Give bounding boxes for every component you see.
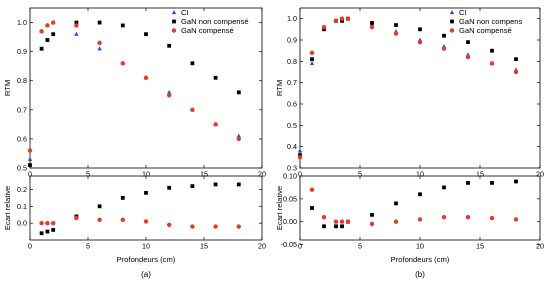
- data-point: [74, 216, 78, 220]
- x-tick-label: 15: [476, 241, 484, 251]
- y-tick-label: 0.8: [17, 76, 27, 86]
- y-tick-label: 0.8: [287, 56, 297, 66]
- data-point: [167, 93, 171, 97]
- y-tick-label: 0.6: [17, 134, 27, 144]
- data-point: [340, 16, 344, 20]
- data-point: [191, 61, 195, 65]
- legend-marker: [172, 28, 176, 32]
- y-tick-label: 0.0: [17, 218, 27, 228]
- y-tick-label: 0.5: [287, 120, 297, 130]
- data-point: [98, 204, 102, 208]
- data-point: [340, 224, 344, 228]
- x-tick-label: 20: [258, 169, 266, 179]
- y-tick-label: 0.3: [287, 163, 297, 173]
- panel-a-x-axis-label: Profondeurs (cm): [116, 255, 176, 264]
- data-point: [40, 231, 44, 235]
- series-gan-non-compens: [298, 17, 518, 157]
- x-tick-label: 5: [358, 241, 362, 251]
- data-point: [237, 224, 241, 228]
- legend-label: GaN compensé: [181, 26, 234, 35]
- series-gan-non-compens-: [40, 183, 241, 236]
- data-point: [167, 44, 171, 48]
- y-axis-label-ecart: Ecart relative: [275, 185, 284, 231]
- x-tick-label: 20: [536, 241, 544, 251]
- data-point: [144, 219, 148, 223]
- series-gan-non-compens-: [28, 21, 241, 167]
- data-point: [74, 23, 78, 27]
- data-point: [310, 206, 314, 210]
- data-point: [394, 31, 398, 35]
- panel-a-label: (a): [141, 270, 151, 279]
- y-tick-label: -0.05: [280, 240, 297, 250]
- data-point: [51, 221, 55, 225]
- data-point: [28, 157, 32, 161]
- data-point: [370, 213, 374, 217]
- x-tick-label: 0: [28, 169, 32, 179]
- data-point: [418, 40, 422, 44]
- data-point: [418, 27, 422, 31]
- data-point: [346, 220, 350, 224]
- data-point: [97, 41, 101, 45]
- data-point: [51, 20, 55, 24]
- data-point: [514, 217, 518, 221]
- series-gan-compens-: [28, 20, 241, 152]
- x-tick-label: 10: [416, 169, 424, 179]
- data-point: [97, 46, 101, 50]
- x-tick-label: 10: [142, 241, 150, 251]
- y-tick-label: 0.4: [287, 142, 297, 152]
- data-point: [310, 57, 314, 61]
- data-point: [340, 220, 344, 224]
- y-tick-label: 0.7: [17, 105, 27, 115]
- y-tick-label: 0.05: [283, 194, 297, 204]
- legend-marker: [450, 28, 454, 32]
- x-tick-label: 20: [258, 241, 266, 251]
- x-tick-label: 10: [142, 169, 150, 179]
- data-point: [237, 90, 241, 94]
- data-point: [334, 19, 338, 23]
- legend-marker: [172, 10, 176, 14]
- data-point: [442, 34, 446, 38]
- data-point: [74, 32, 78, 36]
- y-axis-label-rtm: RTM: [3, 79, 12, 97]
- data-point: [442, 186, 446, 190]
- y-tick-label: 0.00: [283, 217, 297, 227]
- data-point: [466, 181, 470, 185]
- panel-a-ecart-plot: [3, 176, 266, 251]
- x-tick-label: 0: [298, 241, 302, 251]
- data-point: [490, 61, 494, 65]
- data-point: [490, 49, 494, 53]
- series-gan-compens-: [39, 216, 241, 229]
- data-point: [144, 191, 148, 195]
- data-point: [466, 215, 470, 219]
- data-point: [418, 217, 422, 221]
- y-axis-label-rtm: RTM: [275, 79, 284, 97]
- data-point: [490, 216, 494, 220]
- data-point: [51, 32, 55, 36]
- data-point: [298, 149, 302, 153]
- data-point: [28, 163, 32, 167]
- data-point: [237, 183, 241, 187]
- data-point: [322, 25, 326, 29]
- data-point: [334, 220, 338, 224]
- data-point: [418, 192, 422, 196]
- series-ci: [28, 20, 241, 161]
- data-point: [346, 16, 350, 20]
- data-point: [144, 76, 148, 80]
- panel-b-ecart-plot: [275, 169, 544, 251]
- data-point: [310, 61, 314, 65]
- data-point: [39, 221, 43, 225]
- data-point: [39, 29, 43, 33]
- data-point: [28, 148, 32, 152]
- legend-label: CI: [459, 8, 467, 17]
- data-point: [214, 183, 218, 187]
- data-point: [191, 184, 195, 188]
- data-point: [310, 51, 314, 55]
- data-point: [514, 70, 518, 74]
- x-tick-label: 5: [358, 169, 362, 179]
- legend-marker: [450, 20, 454, 24]
- x-tick-label: 10: [416, 241, 424, 251]
- data-point: [370, 21, 374, 25]
- data-point: [466, 55, 470, 59]
- data-point: [167, 223, 171, 227]
- panel-a-legend: [172, 8, 249, 35]
- y-tick-label: 0.6: [287, 99, 297, 109]
- legend-label: CI: [181, 8, 189, 17]
- data-point: [121, 61, 125, 65]
- plot-frame: [300, 176, 540, 240]
- data-point: [214, 76, 218, 80]
- y-tick-label: 1.0: [287, 14, 297, 24]
- panel-b-x-axis-label: Profondeurs (cm): [390, 255, 450, 264]
- series-gan-compens-: [310, 188, 518, 227]
- data-point: [144, 32, 148, 36]
- data-point: [394, 202, 398, 206]
- data-point: [121, 218, 125, 222]
- data-point: [46, 38, 50, 42]
- data-point: [490, 181, 494, 185]
- x-tick-label: 5: [86, 169, 90, 179]
- data-point: [121, 24, 125, 28]
- data-point: [45, 23, 49, 27]
- plot-frame: [30, 176, 262, 240]
- data-point: [213, 122, 217, 126]
- legend-label: GaN non compensé: [181, 17, 249, 26]
- x-tick-label: 15: [200, 241, 208, 251]
- x-tick-label: 0: [298, 169, 302, 179]
- data-point: [45, 221, 49, 225]
- series-ci: [298, 16, 518, 152]
- y-tick-label: 0.9: [17, 47, 27, 57]
- y-tick-label: 0.7: [287, 78, 297, 88]
- data-point: [322, 224, 326, 228]
- data-point: [442, 215, 446, 219]
- data-point: [514, 180, 518, 184]
- data-point: [298, 155, 302, 159]
- y-tick-label: 0.1: [17, 201, 27, 211]
- y-tick-label: 0.2: [17, 184, 27, 194]
- data-point: [334, 224, 338, 228]
- data-point: [190, 224, 194, 228]
- x-tick-label: 20: [536, 169, 544, 179]
- y-tick-label: 0.9: [287, 35, 297, 45]
- data-point: [167, 186, 171, 190]
- data-point: [51, 228, 55, 232]
- data-point: [237, 137, 241, 141]
- data-point: [310, 188, 314, 192]
- panel-b-label: (b): [415, 270, 425, 279]
- panel-b-legend: [450, 8, 523, 35]
- data-point: [370, 222, 374, 226]
- x-tick-label: 15: [200, 169, 208, 179]
- x-tick-label: 0: [28, 241, 32, 251]
- y-axis-label-ecart: Ecart relative: [3, 185, 12, 231]
- legend-marker: [172, 20, 176, 24]
- data-point: [442, 46, 446, 50]
- data-point: [121, 196, 125, 200]
- data-point: [466, 40, 470, 44]
- series-gan-compens-: [298, 16, 518, 159]
- data-point: [97, 218, 101, 222]
- y-tick-label: 0.10: [283, 171, 297, 181]
- data-point: [514, 57, 518, 61]
- y-tick-label: 1.0: [17, 18, 27, 28]
- x-tick-label: 15: [476, 169, 484, 179]
- legend-label: GaN compensé: [459, 26, 512, 35]
- data-point: [190, 108, 194, 112]
- data-point: [98, 21, 102, 25]
- legend-marker: [450, 10, 454, 14]
- x-tick-label: 5: [86, 241, 90, 251]
- data-point: [40, 47, 44, 51]
- data-point: [46, 230, 50, 234]
- data-point: [213, 224, 217, 228]
- data-point: [394, 220, 398, 224]
- data-point: [322, 215, 326, 219]
- legend-label: GaN non compens: [459, 17, 523, 26]
- data-point: [394, 23, 398, 27]
- y-tick-label: 0.5: [17, 163, 27, 173]
- data-point: [370, 25, 374, 29]
